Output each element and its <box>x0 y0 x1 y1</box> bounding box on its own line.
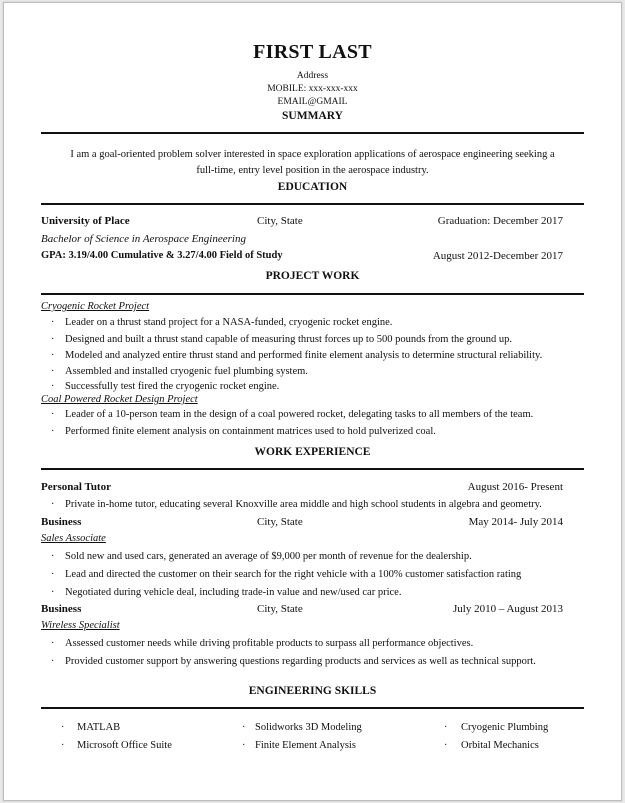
bullet-icon: · <box>61 740 65 751</box>
school-name: University of Place <box>41 215 130 227</box>
summary-line-1: I am a goal-oriented problem solver interested in space exploration applications of aerospace engineering seeking a <box>70 149 555 160</box>
project-bullet: Leader of a 10-person team in the design of a coal powered rocket, delegating tasks to all members of the team. <box>65 409 534 420</box>
employer: Personal Tutor <box>41 481 111 493</box>
bullet-icon: · <box>51 551 55 562</box>
project-bullet: Performed finite element analysis on containment matrices used to hold pulverized coal. <box>65 426 436 437</box>
job-location: City, State <box>257 603 303 615</box>
skills-divider <box>41 707 584 709</box>
project-bullet: Modeled and analyzed entire thrust stand and performed finite element analysis to determine structural reliability. <box>65 350 543 361</box>
job-role: Wireless Specialist <box>41 620 120 631</box>
bullet-icon: · <box>51 587 55 598</box>
bullet-icon: · <box>51 569 55 580</box>
bullet-icon: · <box>51 499 55 510</box>
bullet-icon: · <box>51 334 55 345</box>
bullet-icon: · <box>51 317 55 328</box>
skill-item: Finite Element Analysis <box>255 740 356 751</box>
education-divider <box>41 203 584 205</box>
bullet-icon: · <box>51 366 55 377</box>
skill-item: Cryogenic Plumbing <box>461 722 549 733</box>
bullet-icon: · <box>51 381 55 392</box>
job-bullet: Sold new and used cars, generated an average of $9,000 per month of revenue for the dealership. <box>65 551 472 562</box>
job-bullet: Provided customer support by answering questions regarding products and services as well as technical support. <box>65 656 536 667</box>
job-bullet: Negotiated during vehicle deal, including trade-in value and new/used car price. <box>65 587 402 598</box>
project-title: Coal Powered Rocket Design Project <box>41 394 198 405</box>
school-location: City, State <box>257 215 303 227</box>
work-divider <box>41 468 584 470</box>
skills-heading: ENGINEERING SKILLS <box>248 685 377 697</box>
project-bullet: Successfully test fired the cryogenic rocket engine. <box>65 381 280 392</box>
education-heading: EDUCATION <box>277 181 348 193</box>
mobile: MOBILE: xxx-xxx-xxx <box>267 84 358 94</box>
bullet-icon: · <box>51 350 55 361</box>
job-bullet: Assessed customer needs while driving profitable products to surpass all performance objectives. <box>65 638 474 649</box>
work-heading: WORK EXPERIENCE <box>254 446 371 458</box>
skill-item: Microsoft Office Suite <box>77 740 172 751</box>
candidate-name: FIRST LAST <box>253 41 372 63</box>
gpa: GPA: 3.19/4.00 Cumulative & 3.27/4.00 Field of Study <box>41 250 283 261</box>
bullet-icon: · <box>51 638 55 649</box>
skill-item: MATLAB <box>77 722 121 733</box>
skill-item: Solidworks 3D Modeling <box>255 722 362 733</box>
job-dates: May 2014- July 2014 <box>468 516 563 528</box>
project-bullet: Designed and built a thrust stand capable of measuring thrust forces up to 500 pounds from the ground up. <box>65 334 513 345</box>
project-title: Cryogenic Rocket Project <box>41 301 150 312</box>
summary-line-2: full-time, entry level position in the aerospace industry. <box>196 165 429 176</box>
job-bullet: Lead and directed the customer on their search for the right vehicle with a 100% customer satisfaction rating <box>65 569 522 580</box>
bullet-icon: · <box>444 722 448 733</box>
summary-divider <box>41 132 584 134</box>
bullet-icon: · <box>61 722 65 733</box>
job-bullet: Private in-home tutor, educating several Knoxville area middle and high school students in algebra and geometry. <box>65 499 542 510</box>
employer: Business <box>41 603 82 615</box>
bullet-icon: · <box>51 409 55 420</box>
graduation-date: Graduation: December 2017 <box>437 215 563 227</box>
degree: Bachelor of Science in Aerospace Engineering <box>41 233 246 245</box>
address: Address <box>296 71 329 81</box>
projects-heading: PROJECT WORK <box>265 270 360 282</box>
project-bullet: Leader on a thrust stand project for a NASA-funded, cryogenic rocket engine. <box>65 317 393 328</box>
bullet-icon: · <box>444 740 448 751</box>
skill-item: Orbital Mechanics <box>461 740 539 751</box>
email: EMAIL@GMAIL <box>277 97 348 107</box>
job-dates: August 2016- Present <box>467 481 563 493</box>
bullet-icon: · <box>242 722 246 733</box>
job-role: Sales Associate <box>41 533 106 544</box>
resume-page <box>3 2 622 801</box>
summary-heading: SUMMARY <box>282 110 343 122</box>
project-bullet: Assembled and installed cryogenic fuel plumbing system. <box>65 366 308 377</box>
job-location: City, State <box>257 516 303 528</box>
bullet-icon: · <box>51 426 55 437</box>
projects-divider <box>41 293 584 295</box>
bullet-icon: · <box>51 656 55 667</box>
job-dates: July 2010 – August 2013 <box>452 603 563 615</box>
bullet-icon: · <box>242 740 246 751</box>
education-dates: August 2012-December 2017 <box>432 250 563 262</box>
employer: Business <box>41 516 82 528</box>
